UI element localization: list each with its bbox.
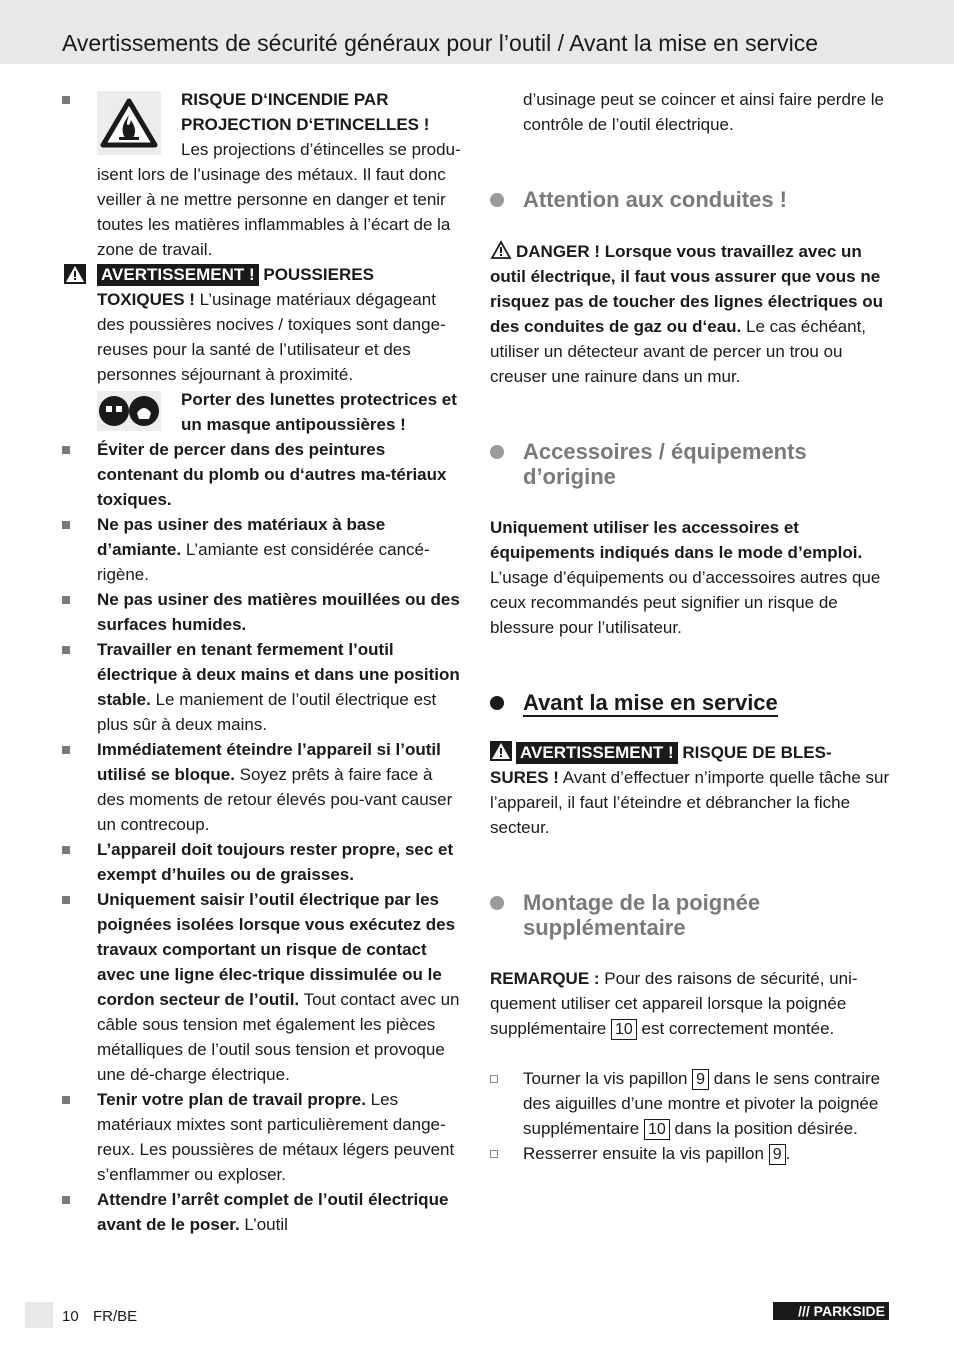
continued-text: d’usinage peut se coincer et ainsi faire perdre le contrôle de l’outil électrique. [523, 90, 884, 134]
accessoires-bold: Uniquement utiliser les accessoires et équipements indiqués dans le mode d’emploi. [490, 518, 863, 562]
page-number: 10 [62, 1308, 79, 1325]
section-bullet-icon [490, 193, 504, 207]
list-item [62, 1187, 462, 1237]
step-checkbox-icon [490, 1150, 498, 1158]
part-ref-9: 9 [692, 1069, 709, 1090]
dust-text: L’usinage matériaux dégageant des poussières nocives / toxiques sont dange-reuses pour la santé de l’utilisateur et des personnes séjournant à proximité. [97, 290, 446, 384]
step2-text-b: . [785, 1144, 791, 1163]
goggles-mask-icon [97, 391, 161, 431]
item-text: Soyez prêts à faire face à des moments de retour élevés pou-vant causer un contrecoup. [97, 765, 453, 834]
item-bold: Attendre l’arrêt complet de l’outil électrique avant de le poser. [97, 1190, 449, 1234]
step2-text-a: Resserrer ensuite la vis papillon [523, 1144, 764, 1163]
risk-title2: SURES ! [490, 768, 559, 787]
footer-marker [25, 1302, 53, 1328]
section-montage-heading [490, 890, 890, 940]
item-bold: Tenir votre plan de travail propre. [97, 1090, 366, 1109]
section-accessoires-heading [490, 439, 890, 489]
section-bullet-icon [490, 696, 504, 710]
item-text: Tout contact avec un câble sous tension met également les pièces métalliques de l’outil sous tension et provoque une dé-charge électrique. [97, 990, 460, 1084]
item-text: Le maniement de l’outil électrique est plus sûr à deux mains. [97, 690, 437, 734]
item-bold: Éviter de percer dans des peintures contenant du plomb ou d‘autres ma-tériaux toxiques. [97, 440, 447, 509]
step1-text-c: dans la position désirée. [674, 1119, 858, 1138]
risk-text: Avant d’effectuer n’importe quelle tâche sur l’appareil, il faut l’éteindre et débrancher la fiche secteur. [490, 768, 890, 837]
section-conduites-heading [490, 187, 890, 212]
section-bullet-icon [490, 445, 504, 459]
bullet [62, 521, 70, 529]
left-column [62, 87, 462, 1237]
heading-line1: Montage de la poignée [523, 890, 761, 915]
page-title: Avertissements de sécurité généraux pour l’outil / Avant la mise en service [62, 30, 818, 56]
section-bullet-icon [490, 896, 504, 910]
bullet [62, 746, 70, 754]
left-bullet-list [62, 437, 462, 1237]
section-conduites-body [490, 239, 890, 389]
warning-triangle-icon [490, 240, 512, 260]
dust-warning [62, 262, 462, 387]
fire-warning-title: RISQUE D‘INCENDIE PAR PROJECTION D‘ETINCELLES ! [181, 90, 430, 134]
bullet [62, 446, 70, 454]
dust-title2: TOXIQUES ! [97, 290, 195, 309]
note-text1: Pour des raisons de sécurité, uni-quement utiliser cet appareil lorsque la poignée supplémentaire [490, 969, 858, 1038]
list-item [62, 437, 462, 512]
dust-title1: POUSSIERES [263, 265, 374, 284]
danger-followup: Le cas échéant, utiliser un détecteur avant de percer un trou ou creuser une rainure dans un mur. [490, 317, 867, 386]
fire-warning [62, 87, 462, 262]
right-column [490, 87, 890, 1166]
warning-triangle-icon [64, 264, 86, 284]
parkside-logo: /// PARKSIDE [773, 1302, 889, 1320]
part-ref-10: 10 [611, 1019, 637, 1040]
heading-text: Attention aux conduites ! [523, 187, 787, 212]
list-item [62, 1087, 462, 1187]
bullet [62, 896, 70, 904]
section-mise-en-service-heading [490, 690, 890, 715]
ppe-notice [62, 387, 462, 437]
item-bold: Uniquement saisir l’outil électrique par les poignées isolées lorsque vous exécutez des travaux comportant un risque de contact avec une ligne élec-trique dissimulée ou le cordon secteur de l’outil. [97, 890, 456, 1009]
fire-hazard-icon [97, 91, 161, 155]
item-bold: L’appareil doit toujours rester propre, sec et exempt d’huiles ou de graisses. [97, 840, 454, 884]
bullet [62, 646, 70, 654]
list-item [62, 637, 462, 737]
item-bold: Ne pas usiner des matières mouillées ou des surfaces humides. [97, 590, 460, 634]
danger-text: DANGER ! Lorsque vous travaillez avec un outil électrique, il faut vous assurer que vous ne risquez pas de toucher des lignes électriques ou des conduites de gaz ou d‘eau. [490, 242, 884, 336]
item-bold: Immédiatement éteindre l’appareil si l’outil utilisé se bloque. [97, 740, 441, 784]
note-text2: est correctement montée. [641, 1019, 835, 1038]
part-ref-10: 10 [644, 1119, 670, 1140]
item-text: Les matériaux mixtes sont particulièrement dange-reux. Les poussières de métaux légers peuvent s’enflammer ou exploser. [97, 1090, 455, 1184]
part-ref-9: 9 [769, 1144, 786, 1165]
montage-step-1 [490, 1066, 890, 1141]
page-language: FR/BE [93, 1308, 138, 1325]
note-label: REMARQUE : [490, 969, 600, 988]
section-accessoires-body [490, 515, 890, 640]
warning-tag: AVERTISSEMENT ! [516, 742, 678, 764]
heading-line1: Accessoires / équipements [523, 439, 807, 464]
step1-text-a: Tourner la vis papillon [523, 1069, 688, 1088]
warning-triangle-icon [490, 741, 512, 761]
warning-tag: AVERTISSEMENT ! [97, 264, 259, 286]
montage-step-2 [490, 1141, 890, 1166]
fire-warning-text1: Les projections d’étincelles se produ- [181, 140, 461, 159]
heading-line2: d’origine [523, 464, 616, 489]
bullet [62, 1096, 70, 1104]
bullet [62, 596, 70, 604]
page-header [0, 0, 954, 64]
step-checkbox-icon [490, 1075, 498, 1083]
list-item [62, 737, 462, 837]
section-mise-en-service-body [490, 740, 890, 840]
list-item [62, 512, 462, 587]
item-text: L’outil [244, 1215, 288, 1234]
list-item [62, 587, 462, 637]
list-item [62, 887, 462, 1087]
fire-warning-text2: isent lors de l’usinage des métaux. Il faut donc veiller à ne mettre personne en danger et tenir toutes les matières inflammables à l’écart de la zone de travail. [97, 165, 451, 259]
item-text: L’amiante est considérée cancé-rigène. [97, 540, 430, 584]
heading-line2: supplémentaire [523, 915, 686, 940]
item-bold: Travailler en tenant fermement l’outil électrique à deux mains et dans une position stable. [97, 640, 460, 709]
item-bold: Ne pas usiner des matériaux à base d’amiante. [97, 515, 386, 559]
heading-text: Avant la mise en service [523, 690, 778, 715]
bullet [62, 96, 70, 104]
step1-text-b: dans le sens contraire des aiguilles d’une montre et pivoter la poignée supplémentaire [523, 1069, 881, 1138]
accessoires-text: L’usage d’équipements ou d’accessoires autres que ceux recommandés peut signifier un risque de blessure pour l’utilisateur. [490, 568, 881, 637]
list-item [62, 837, 462, 887]
bullet [62, 1196, 70, 1204]
ppe-text: Porter des lunettes protectrices et un masque antipoussières ! [181, 390, 457, 434]
risk-title1: RISQUE DE BLES- [682, 743, 832, 762]
montage-note [490, 966, 890, 1041]
bullet [62, 846, 70, 854]
